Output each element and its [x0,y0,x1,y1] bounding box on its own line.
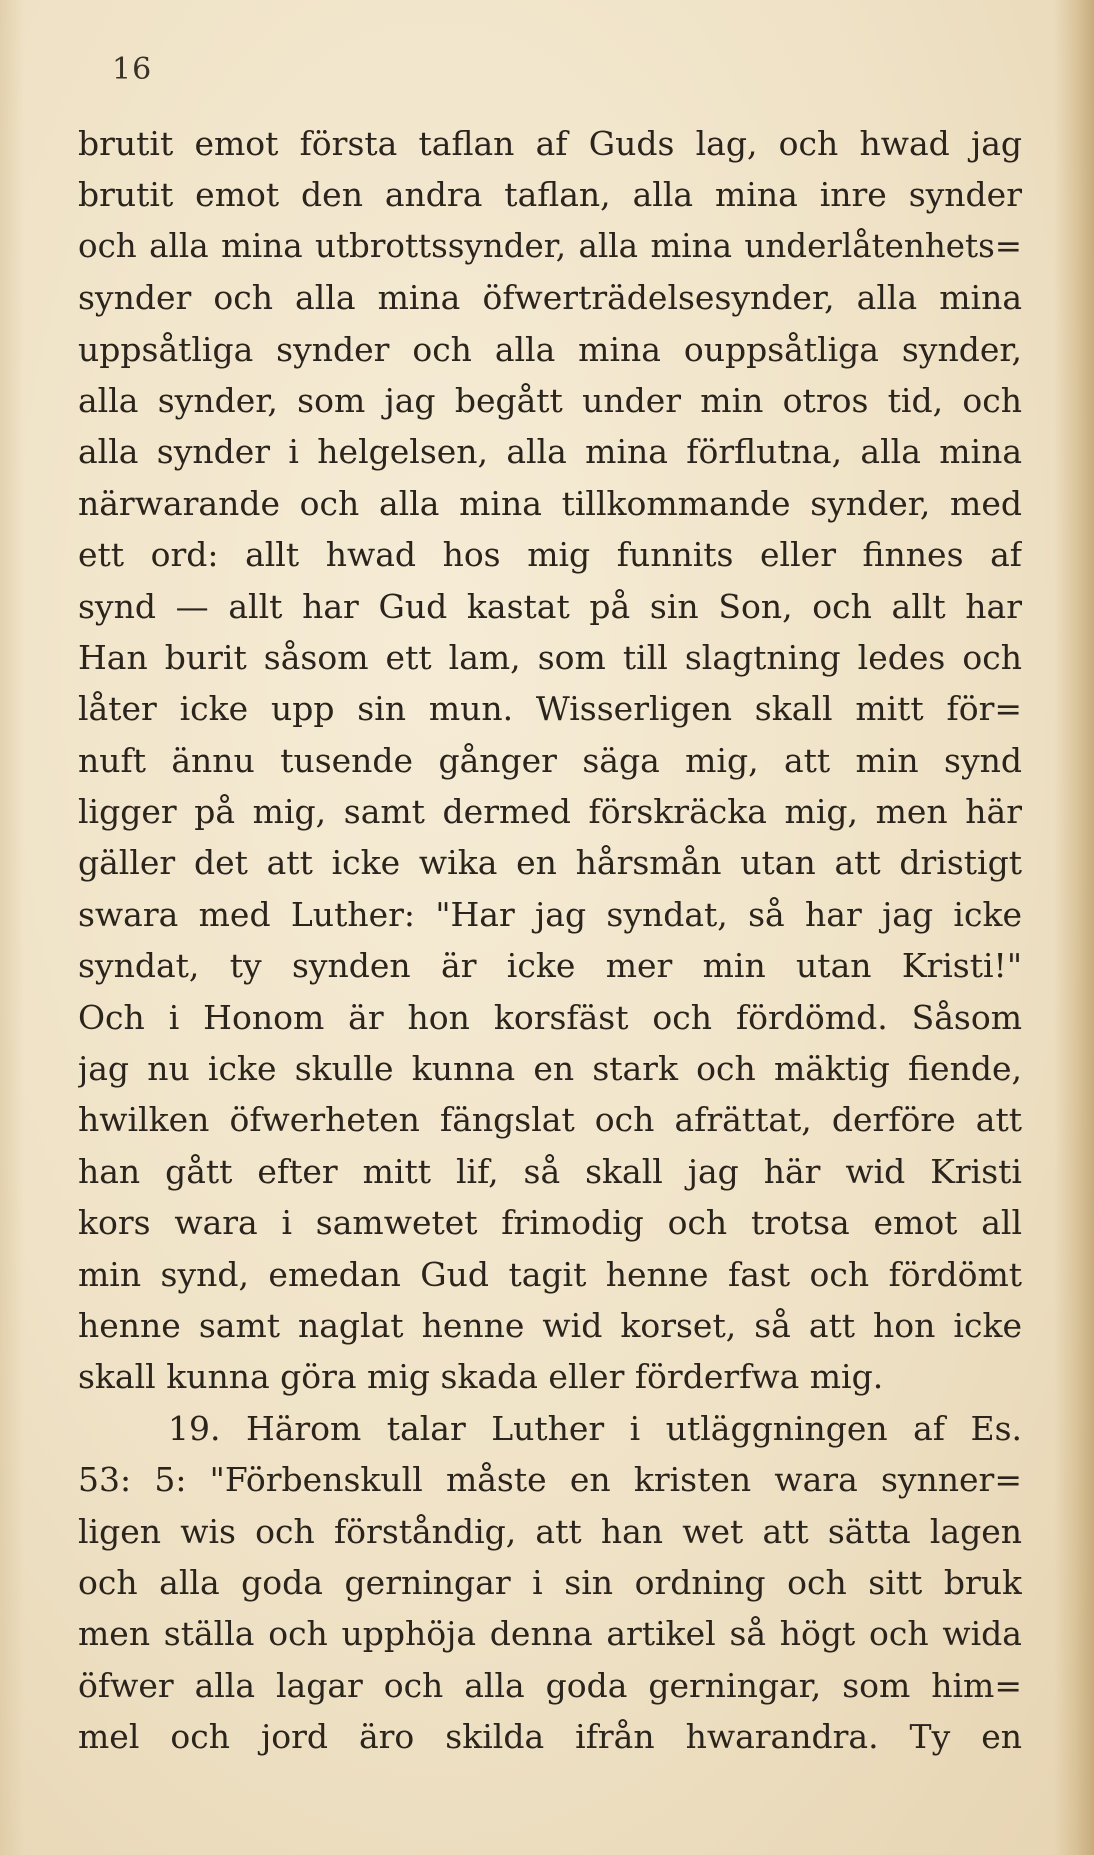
text-line: synder och alla mina öfwerträdelsesynder, alla mina [78,278,1022,318]
text-line: närwarande och alla mina tillkommande synder, med [78,483,1022,523]
text-line: brutit emot första taflan af Guds lag, och hwad jag [78,124,1022,163]
text-line: uppsåtliga synder och alla mina ouppsåtliga synder, [78,329,1022,369]
text-line: swara med Luther: "Har jag syndat, så har jag icke [78,894,1022,934]
page-left-shadow [0,0,24,1855]
body-text [78,118,1022,1763]
text-line: hwilken öfwerheten fängslat och afrättat, derföre att [78,1100,1022,1140]
text-line: syndat, ty synden är icke mer min utan Kristi!" [78,946,1022,986]
text-line: ligger på mig, samt dermed förskräcka mig, men här [78,792,1022,832]
text-line: kors wara i samwetet frimodig och trotsa emot all [78,1203,1022,1243]
text-line: jag nu icke skulle kunna en stark och mäktig fiende, [78,1049,1022,1089]
text-line: 19. Härom talar Luther i utläggningen af Es. [168,1408,1022,1448]
text-line: låter icke upp sin mun. Wisserligen skall mitt för= [78,689,1022,729]
page-right-edge [1054,0,1094,1855]
text-line: Han burit såsom ett lam, som till slagtning ledes och [78,637,1022,677]
text-line: och alla mina utbrottssynder, alla mina underlåtenhets= [78,226,1022,265]
text-line: mel och jord äro skilda ifrån hwarandra. Ty en [78,1717,1022,1757]
text-line: ett ord: allt hwad hos mig funnits eller finnes af [78,535,1022,575]
text-line: brutit emot den andra taflan, alla mina inre synder [78,175,1022,215]
text-line: öfwer alla lagar och alla goda gerningar, som him= [78,1665,1022,1705]
text-line: synd — allt har Gud kastat på sin Son, och allt har [78,586,1022,626]
text-line: min synd, emedan Gud tagit henne fast och fördömt [78,1254,1022,1294]
text-line: alla synder i helgelsen, alla mina förflutna, alla mina [78,432,1022,472]
text-line: och alla goda gerningar i sin ordning och sitt bruk [78,1562,1022,1602]
text-line: henne samt naglat henne wid korset, så att hon icke [78,1305,1022,1345]
text-line: ligen wis och förståndig, att han wet att sätta lagen [78,1511,1022,1551]
text-line: Och i Honom är hon korsfäst och fördömd. Såsom [78,997,1022,1037]
text-line: skall kunna göra mig skada eller förderfwa mig. [78,1357,884,1397]
text-line: alla synder, som jag begått under min otros tid, och [78,380,1022,420]
text-line: nuft ännu tusende gånger säga mig, att min synd [78,740,1022,780]
text-line: han gått efter mitt lif, så skall jag här wid Kristi [78,1151,1022,1191]
text-line: 53: 5: "Förbenskull måste en kristen wara synner= [78,1460,1022,1500]
text-line: gäller det att icke wika en hårsmån utan att dristigt [78,843,1022,883]
text-line: men ställa och upphöja denna artikel så högt och wida [78,1614,1022,1654]
page-number: 16 [112,52,153,87]
